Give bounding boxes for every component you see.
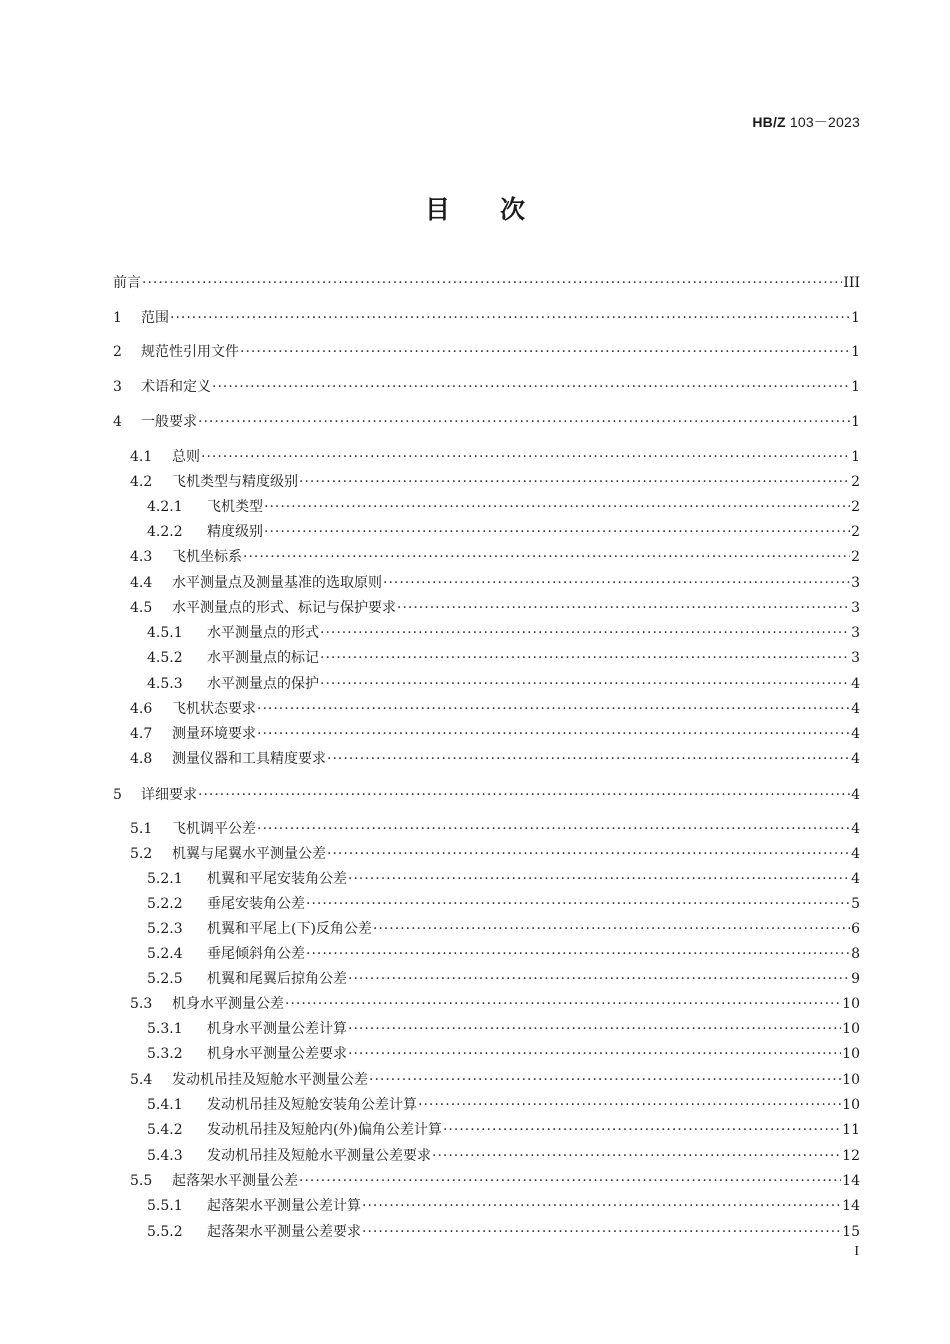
toc-section-number: 5.3.2 <box>147 1046 183 1062</box>
toc-entry[interactable] <box>113 573 860 593</box>
toc-entry[interactable] <box>113 648 860 668</box>
toc-page-number: 10 <box>842 1046 860 1062</box>
toc-entry[interactable] <box>113 623 860 643</box>
toc-entry-label <box>113 412 197 432</box>
toc-leader-dots <box>443 1120 841 1140</box>
toc-section-number: 5.5 <box>130 1173 153 1189</box>
toc-entry[interactable] <box>113 944 860 964</box>
toc-entry-label <box>130 1070 368 1090</box>
toc-page-number: 11 <box>842 1122 860 1138</box>
toc-entry[interactable] <box>113 447 860 467</box>
toc-leader-dots <box>373 919 850 939</box>
toc-page-number: 4 <box>851 701 860 717</box>
toc-section-title: 飞机调平公差 <box>172 821 256 837</box>
toc-section-number: 5.3 <box>130 996 153 1012</box>
toc-entry[interactable] <box>113 273 860 293</box>
toc-section-number: 5.4 <box>130 1072 153 1088</box>
toc-section-number: 5.3.1 <box>147 1021 183 1037</box>
toc-page-number: 3 <box>851 625 860 641</box>
toc-leader-dots <box>285 994 841 1014</box>
toc-entry-label <box>130 573 382 593</box>
toc-entry[interactable] <box>113 1120 860 1140</box>
toc-section-number: 4 <box>113 414 122 430</box>
toc-entry-label <box>147 944 305 964</box>
toc-section-title: 规范性引用文件 <box>141 344 239 360</box>
toc-leader-dots <box>198 412 850 432</box>
toc-entry[interactable] <box>113 969 860 989</box>
toc-section-number: 5.4.3 <box>147 1148 183 1164</box>
toc-section-title: 水平测量点及测量基准的选取原则 <box>172 575 382 591</box>
toc-page-number: 2 <box>851 499 860 515</box>
toc-entry-label <box>130 472 298 492</box>
toc-entry-label <box>147 497 263 517</box>
toc-section-title: 详细要求 <box>141 787 197 803</box>
toc-entry-label <box>130 699 256 719</box>
toc-entry-label <box>113 308 169 328</box>
toc-section-number: 4.5.2 <box>147 650 183 666</box>
toc-section-title: 起落架水平测量公差计算 <box>207 1198 361 1214</box>
toc-page-number: 3 <box>851 650 860 666</box>
toc-leader-dots <box>264 522 850 542</box>
toc-entry-label <box>147 1146 431 1166</box>
toc-section-number: 4.4 <box>130 575 153 591</box>
toc-entry-label <box>147 919 372 939</box>
toc-entry-label <box>147 1095 417 1115</box>
toc-entry[interactable] <box>113 894 860 914</box>
toc-section-title: 垂尾倾斜角公差 <box>207 946 305 962</box>
toc-page-number: III <box>843 275 860 291</box>
toc-section-number: 4.1 <box>130 449 153 465</box>
toc-section-title: 机身水平测量公差 <box>172 996 284 1012</box>
toc-entry-label <box>130 1171 298 1191</box>
toc-page-number: 4 <box>851 751 860 767</box>
toc-section-title: 范围 <box>141 310 169 326</box>
toc-entry[interactable] <box>113 598 860 618</box>
toc-leader-dots <box>362 1222 841 1242</box>
toc-leader-dots <box>212 377 850 397</box>
toc-entry-label <box>147 894 305 914</box>
document-code-number: 103－2023 <box>785 114 860 130</box>
toc-section-number: 4.5 <box>130 600 153 616</box>
toc-section-number: 5.5.2 <box>147 1224 183 1240</box>
toc-section-title: 水平测量点的标记 <box>207 650 319 666</box>
toc-entry[interactable] <box>113 1196 860 1216</box>
toc-leader-dots <box>397 598 850 618</box>
toc-entry[interactable] <box>113 1222 860 1242</box>
toc-section-number: 4.7 <box>130 726 153 742</box>
toc-section-title: 测量环境要求 <box>172 726 256 742</box>
toc-section-title: 机翼与尾翼水平测量公差 <box>172 846 326 862</box>
toc-section-number: 4.3 <box>130 549 153 565</box>
toc-entry-label <box>130 598 396 618</box>
toc-page-number: 12 <box>842 1148 860 1164</box>
toc-leader-dots <box>320 648 850 668</box>
toc-entry-label <box>113 785 197 805</box>
toc-leader-dots <box>320 623 850 643</box>
toc-entry[interactable] <box>113 785 860 805</box>
toc-page-number: 4 <box>851 676 860 692</box>
toc-section-number: 4.5.1 <box>147 625 183 641</box>
toc-entry-label <box>147 623 319 643</box>
toc-leader-dots <box>327 844 850 864</box>
toc-leader-dots <box>257 724 850 744</box>
toc-entry-label <box>130 819 256 839</box>
toc-section-title: 精度级别 <box>207 524 263 540</box>
toc-leader-dots <box>243 547 850 567</box>
toc-page-number: 3 <box>851 600 860 616</box>
toc-entry[interactable] <box>113 994 860 1014</box>
toc-entry[interactable] <box>113 497 860 517</box>
toc-leader-dots <box>198 785 850 805</box>
toc-leader-dots <box>348 1044 841 1064</box>
toc-entry-label <box>147 869 347 889</box>
toc-entry-label <box>147 969 347 989</box>
toc-page-number: 2 <box>851 474 860 490</box>
toc-entry[interactable] <box>113 547 860 567</box>
toc-entry[interactable] <box>113 377 860 397</box>
toc-leader-dots <box>383 573 850 593</box>
toc-section-title: 总则 <box>172 449 200 465</box>
toc-page-number: 10 <box>842 1097 860 1113</box>
toc-page-number: 10 <box>842 1021 860 1037</box>
toc-section-title: 飞机类型 <box>207 499 263 515</box>
toc-page-number: 14 <box>842 1198 860 1214</box>
toc-section-number: 2 <box>113 344 122 360</box>
toc-section-title: 起落架水平测量公差要求 <box>207 1224 361 1240</box>
toc-page-number: 3 <box>851 575 860 591</box>
toc-section-number: 5.2 <box>130 846 153 862</box>
toc-section-title: 前言 <box>113 275 141 291</box>
toc-entry[interactable] <box>113 699 860 719</box>
toc-section-title: 飞机坐标系 <box>172 549 242 565</box>
toc-leader-dots <box>306 944 850 964</box>
toc-entry-label <box>130 749 326 769</box>
toc-entry-label <box>130 994 284 1014</box>
toc-leader-dots <box>264 497 850 517</box>
toc-page-number: 4 <box>851 787 860 803</box>
toc-entry[interactable] <box>113 1070 860 1090</box>
toc-entry-label <box>147 1222 361 1242</box>
toc-page-number: 6 <box>851 921 860 937</box>
toc-section-number: 4.5.3 <box>147 676 183 692</box>
toc-leader-dots <box>299 1171 841 1191</box>
toc-leader-dots <box>432 1146 841 1166</box>
toc-entry[interactable] <box>113 1095 860 1115</box>
toc-leader-dots <box>327 749 850 769</box>
toc-section-number: 4.2.2 <box>147 524 183 540</box>
toc-entry[interactable] <box>113 472 860 492</box>
toc-section-number: 5 <box>113 787 122 803</box>
toc-leader-dots <box>170 308 850 328</box>
toc-entry-label <box>147 648 319 668</box>
toc-entry-label <box>113 377 211 397</box>
toc-section-title: 水平测量点的形式、标记与保护要求 <box>172 600 396 616</box>
toc-entry-label <box>113 273 141 293</box>
toc-entry-label <box>147 1196 361 1216</box>
toc-page-number: 1 <box>851 310 860 326</box>
toc-page-number: 10 <box>842 996 860 1012</box>
toc-section-title: 水平测量点的形式 <box>207 625 319 641</box>
toc-section-title: 发动机吊挂及短舱水平测量公差 <box>172 1072 368 1088</box>
toc-page-number: 15 <box>842 1224 860 1240</box>
toc-section-number: 5.2.5 <box>147 971 183 987</box>
toc-entry[interactable] <box>113 844 860 864</box>
toc-section-title: 飞机类型与精度级别 <box>172 474 298 490</box>
toc-page-number: 1 <box>851 449 860 465</box>
toc-entry[interactable] <box>113 674 860 694</box>
toc-entry[interactable] <box>113 412 860 432</box>
toc-entry[interactable] <box>113 869 860 889</box>
toc-section-number: 4.6 <box>130 701 153 717</box>
toc-leader-dots <box>348 969 850 989</box>
toc-page-number: 4 <box>851 821 860 837</box>
toc-section-title: 垂尾安装角公差 <box>207 896 305 912</box>
toc-entry-label <box>147 522 263 542</box>
toc-section-number: 3 <box>113 379 122 395</box>
toc-section-title: 起落架水平测量公差 <box>172 1173 298 1189</box>
toc-section-title: 机身水平测量公差要求 <box>207 1046 347 1062</box>
toc-entry[interactable] <box>113 1044 860 1064</box>
toc-section-title: 测量仪器和工具精度要求 <box>172 751 326 767</box>
toc-entry[interactable] <box>113 819 860 839</box>
toc-entry-label <box>130 724 256 744</box>
toc-entry-label <box>147 1019 347 1039</box>
toc-section-title: 发动机吊挂及短舱水平测量公差要求 <box>207 1148 431 1164</box>
toc-page-number: 4 <box>851 726 860 742</box>
toc-page-number: 1 <box>851 379 860 395</box>
toc-page-number: 2 <box>851 549 860 565</box>
toc-leader-dots <box>418 1095 841 1115</box>
toc-entry[interactable] <box>113 342 860 362</box>
toc-leader-dots <box>348 1019 841 1039</box>
toc-title: 目 次 <box>424 195 525 224</box>
toc-section-title: 飞机状态要求 <box>172 701 256 717</box>
toc-section-title: 机翼和尾翼后掠角公差 <box>207 971 347 987</box>
toc-entry[interactable] <box>113 522 860 542</box>
toc-leader-dots <box>299 472 850 492</box>
toc-section-number: 5.2.2 <box>147 896 183 912</box>
toc-page-number: 4 <box>851 846 860 862</box>
toc-section-title: 机翼和平尾安装角公差 <box>207 871 347 887</box>
toc-page-number: 4 <box>851 871 860 887</box>
page-number: I <box>854 1244 859 1259</box>
toc-entry-label <box>130 547 242 567</box>
toc-section-number: 4.2 <box>130 474 153 490</box>
toc-section-number: 1 <box>113 310 122 326</box>
toc-entry-label <box>113 342 239 362</box>
toc-leader-dots <box>306 894 850 914</box>
toc-entry[interactable] <box>113 1146 860 1166</box>
toc-entry-label <box>147 1120 442 1140</box>
toc-section-title: 一般要求 <box>141 414 197 430</box>
toc-page-number: 8 <box>851 946 860 962</box>
toc-section-number: 4.2.1 <box>147 499 183 515</box>
toc-entry[interactable] <box>113 1171 860 1191</box>
toc-page-number: 2 <box>851 524 860 540</box>
toc-section-number: 5.4.1 <box>147 1097 183 1113</box>
toc-section-number: 5.1 <box>130 821 153 837</box>
toc-section-title: 发动机吊挂及短舱内(外)偏角公差计算 <box>207 1122 442 1138</box>
toc-section-number: 5.2.1 <box>147 871 183 887</box>
toc-section-number: 5.4.2 <box>147 1122 183 1138</box>
toc-page-number: 10 <box>842 1072 860 1088</box>
toc-leader-dots <box>257 699 850 719</box>
toc-section-title: 机身水平测量公差计算 <box>207 1021 347 1037</box>
toc-entry-label <box>147 674 319 694</box>
toc-entry-label <box>130 447 200 467</box>
toc-page-number: 1 <box>851 344 860 360</box>
toc-section-number: 5.2.3 <box>147 921 183 937</box>
toc-page-number: 9 <box>851 971 860 987</box>
toc-section-title: 水平测量点的保护 <box>207 676 319 692</box>
toc-leader-dots <box>240 342 850 362</box>
toc-entry[interactable] <box>113 919 860 939</box>
toc-entry[interactable] <box>113 724 860 744</box>
toc-entry[interactable] <box>113 749 860 769</box>
toc-section-title: 发动机吊挂及短舱安装角公差计算 <box>207 1097 417 1113</box>
toc-entry-label <box>130 844 326 864</box>
toc-leader-dots <box>320 674 850 694</box>
toc-page-number: 1 <box>851 414 860 430</box>
toc-section-number: 5.5.1 <box>147 1198 183 1214</box>
toc-leader-dots <box>142 273 842 293</box>
toc-section-title: 术语和定义 <box>141 379 211 395</box>
toc-entry[interactable] <box>113 308 860 328</box>
toc-section-number: 4.8 <box>130 751 153 767</box>
document-code <box>752 112 860 132</box>
toc-leader-dots <box>369 1070 841 1090</box>
toc-leader-dots <box>201 447 850 467</box>
toc-section-title: 机翼和平尾上(下)反角公差 <box>207 921 372 937</box>
document-code-prefix: HB/Z <box>752 114 786 130</box>
toc-leader-dots <box>362 1196 841 1216</box>
toc-page-number: 5 <box>851 896 860 912</box>
toc-leader-dots <box>257 819 850 839</box>
toc-leader-dots <box>348 869 850 889</box>
toc-section-number: 5.2.4 <box>147 946 183 962</box>
toc-entry[interactable] <box>113 1019 860 1039</box>
toc-page-number: 14 <box>842 1173 860 1189</box>
toc-entry-label <box>147 1044 347 1064</box>
